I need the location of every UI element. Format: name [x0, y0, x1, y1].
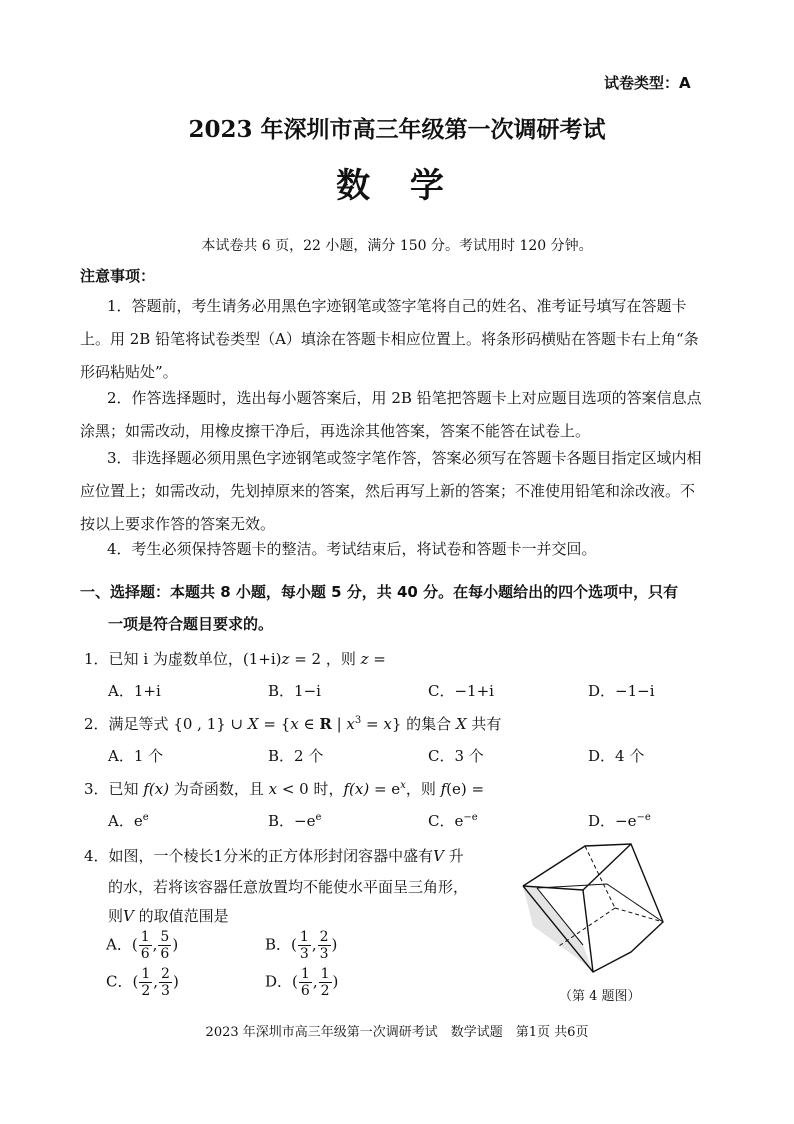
notice-item: 4．考生必须保持答题卡的整洁。考试结束后，将试卷和答题卡一并交回。 [107, 540, 597, 558]
numerator: 2 [319, 929, 329, 945]
stem-text: 的取值范围是 [133, 907, 229, 925]
option-label: A． [108, 812, 134, 830]
notice-heading: 注意事项： [80, 267, 156, 285]
numerator: 1 [320, 966, 330, 982]
section-heading-cont: 一项是符合题目要求的。 [108, 615, 274, 633]
stem-var: z [281, 650, 290, 668]
exam-title: 2023 年深圳市高三年级第一次调研考试 [188, 116, 606, 143]
option-d [588, 810, 651, 831]
question-number: 1． [84, 650, 109, 668]
question-3-stem [84, 778, 484, 799]
stem-var: X [247, 715, 259, 733]
option-label: C． [428, 812, 455, 830]
stem-text: 已知 [108, 780, 144, 798]
stem-func: f(x) [143, 780, 170, 798]
option-label: B． [268, 812, 295, 830]
option-base: −e [615, 812, 637, 830]
option-b: B．1−i [268, 682, 321, 700]
denominator: 3 [319, 946, 329, 962]
question-4-stem-line3 [108, 905, 229, 926]
option-label: A． [106, 935, 132, 954]
stem-var: X [455, 715, 467, 733]
option-c [428, 810, 478, 831]
option-c: C．( $\frac{1}{2}$ , $\frac{2}{3}$ ) [106, 966, 179, 999]
page-footer: 2023 年深圳市高三年级第一次调研考试 数学试题 第1页 共6页 [205, 1025, 589, 1040]
stem-text: ，则 [405, 780, 441, 798]
option-a: A．1+i [108, 682, 161, 700]
option-d: D．−1−i [588, 682, 655, 700]
stem-var: x [346, 715, 355, 733]
fraction [299, 967, 312, 998]
fraction [158, 930, 171, 961]
denominator: 6 [140, 946, 150, 962]
stem-text: | [331, 715, 347, 733]
stem-var: z [360, 650, 369, 668]
option-c: C．−1+i [428, 682, 494, 700]
fraction [159, 967, 172, 998]
cube-figure [515, 842, 675, 980]
option-label: C． [106, 972, 133, 991]
option-exponent: e [315, 812, 322, 823]
option-b [268, 810, 321, 831]
option-a [108, 810, 149, 831]
option-c: C．3 个 [428, 747, 484, 765]
denominator: 6 [300, 983, 310, 999]
stem-text: (1+i) [242, 650, 282, 668]
exam-type-label: 试卷类型：A [604, 74, 691, 92]
figure-caption: （第 4 题图） [559, 989, 641, 1004]
stem-set-R: R [319, 715, 332, 733]
stem-exponent: 3 [354, 715, 362, 726]
section-heading: 一、选择题：本题共 8 小题，每小题 5 分，共 40 分。在每小题给出的四个选项中，只有 [80, 583, 679, 601]
question-number: 2． [84, 715, 109, 733]
stem-exponent: x [400, 780, 406, 791]
stem-text: } 的集合 [391, 715, 456, 733]
stem-var: x [383, 715, 392, 733]
stem-text: < 0 时， [277, 780, 344, 798]
numerator: 5 [160, 929, 170, 945]
stem-var: x [290, 715, 299, 733]
notice-item: 2．作答选择题时，选出每小题答案后，用 2B 铅笔把答题卡上对应题目选项的答案信息点涂黑；如需改动，用橡皮擦干净后，再选涂其他答案，答案不能答在试卷上。 [80, 389, 702, 440]
subject-title: 数 学 [336, 166, 458, 206]
denominator: 3 [161, 983, 170, 999]
stem-text: 则 [108, 907, 124, 925]
fraction [139, 967, 152, 998]
stem-var: V [123, 907, 134, 925]
stem-text: = [368, 650, 386, 668]
stem-text: 升 [443, 847, 464, 865]
stem-text: = e [369, 780, 401, 798]
option-b: B．2 个 [268, 747, 324, 765]
option-base: e [133, 812, 143, 830]
notice-item: 1．答题前，考生请务必用黑色字迹钢笔或签字笔将自己的姓名、准考证号填写在答题卡上。用 2B 铅笔将试卷类型（A）填涂在答题卡相应位置上。将条形码横贴在答题卡右上角“条形码粘贴处”。 [80, 297, 699, 381]
fraction [319, 967, 332, 998]
option-label: B． [265, 935, 292, 954]
question-4-stem-line2: 的水，若将该容器任意放置均不能使水平面呈三角形， [108, 878, 469, 896]
option-label: D． [265, 972, 293, 991]
numerator: 1 [300, 966, 310, 982]
fraction [139, 930, 152, 961]
numerator: 2 [161, 966, 170, 982]
cube-hidden-edge [615, 908, 663, 922]
option-label: D． [588, 812, 616, 830]
question-number: 3． [84, 780, 109, 798]
fraction [318, 930, 331, 961]
option-b: B．( $\frac{1}{3}$ , $\frac{2}{3}$ ) [265, 929, 338, 962]
denominator: 2 [141, 983, 151, 999]
option-exponent: −e [463, 812, 478, 823]
option-exponent: −e [636, 812, 651, 823]
denominator: 2 [320, 983, 330, 999]
option-a: A．( $\frac{1}{6}$ , $\frac{5}{6}$ ) [106, 929, 179, 962]
stem-func: f [440, 780, 447, 798]
stem-var: x [268, 780, 278, 798]
numerator: 1 [141, 966, 151, 982]
option-base: e [454, 812, 464, 830]
numerator: 1 [299, 929, 309, 945]
option-d: D．4 个 [588, 747, 645, 765]
cube-hidden-edge [585, 846, 615, 908]
stem-text: 如图，一个棱长1分米的正方体形封闭容器中盛有 [108, 847, 434, 865]
stem-text: 满足等式 {0 , 1} ∪ [108, 715, 248, 733]
option-d: D．( $\frac{1}{6}$ , $\frac{1}{2}$ ) [265, 966, 339, 999]
stem-var: V [433, 847, 444, 865]
stem-text: (e) = [446, 780, 485, 798]
question-1-stem [84, 648, 386, 669]
option-a: A．1 个 [108, 747, 164, 765]
numerator: 1 [140, 929, 150, 945]
stem-text: 已知 i 为虚数单位， [108, 650, 243, 668]
denominator: 3 [299, 946, 309, 962]
stem-text: ∈ [298, 715, 320, 733]
exam-summary: 本试卷共 6 页，22 小题，满分 150 分。考试用时 120 分钟。 [201, 238, 593, 254]
stem-text: = 2 ，则 [289, 650, 361, 668]
stem-text: 为奇函数，且 [169, 780, 269, 798]
denominator: 6 [160, 946, 170, 962]
question-4-stem-line1 [84, 845, 464, 866]
question-2-stem [84, 713, 501, 734]
option-base: −e [294, 812, 316, 830]
stem-text: = { [258, 715, 291, 733]
fraction [298, 930, 311, 961]
option-exponent: e [142, 812, 149, 823]
notice-item: 3．非选择题必须用黑色字迹钢笔或签字笔作答，答案必须写在答题卡各题目指定区域内相应位置上；如需改动，先划掉原来的答案，然后再写上新的答案；不准使用铅笔和涂改液。不按以上要求作答的答案无效。 [80, 449, 702, 533]
stem-text: = [361, 715, 384, 733]
stem-func: f(x) [343, 780, 370, 798]
question-number: 4． [84, 847, 109, 865]
stem-text: 共有 [466, 715, 502, 733]
cube-edge [583, 844, 631, 890]
